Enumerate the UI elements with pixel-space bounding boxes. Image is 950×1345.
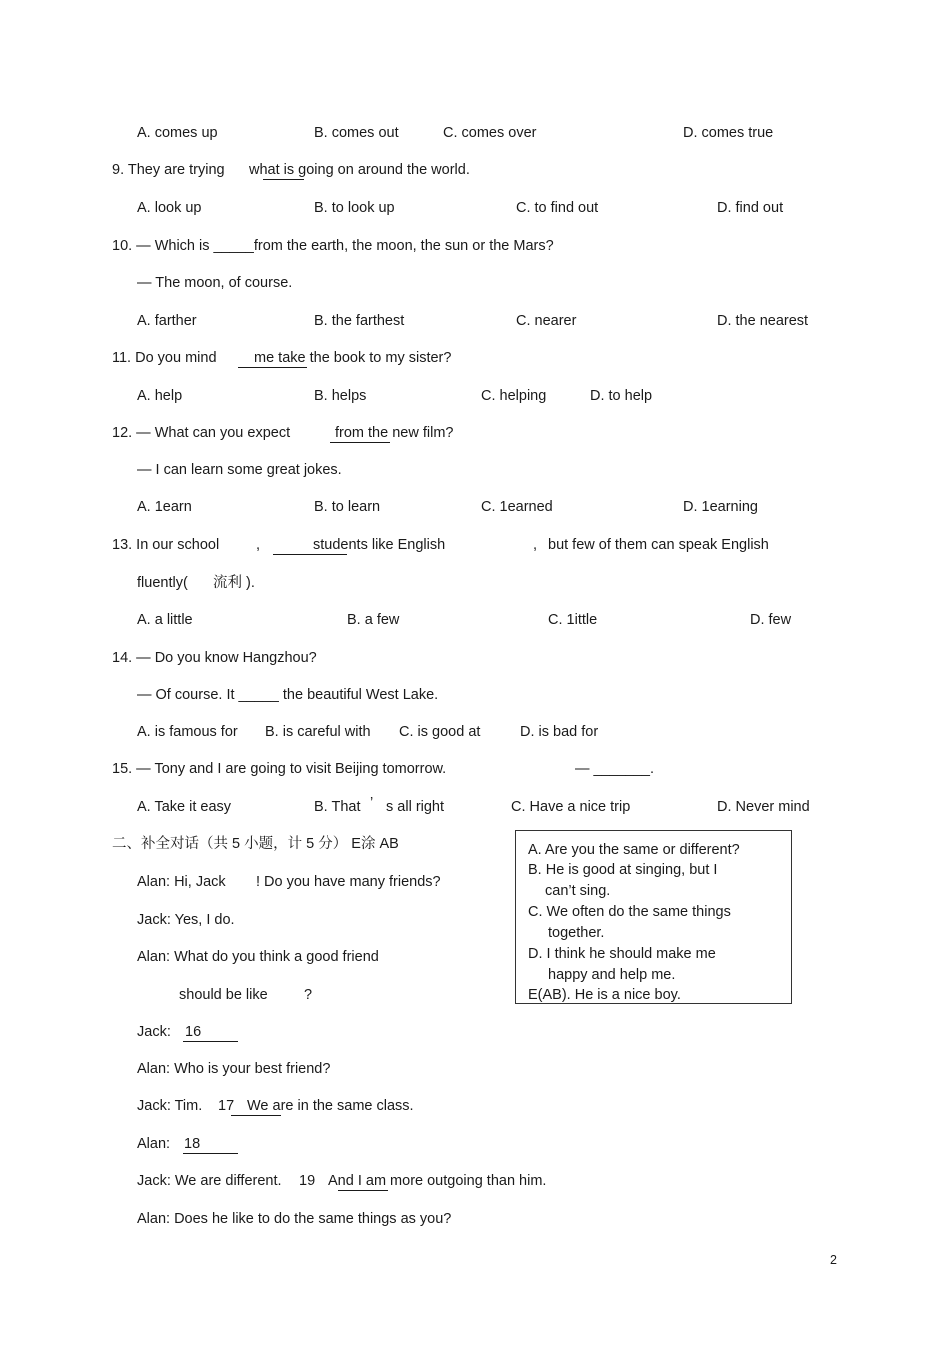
q12-stem-end: from the new film?	[335, 425, 454, 441]
q12-answer-line: — I can learn some great jokes.	[137, 462, 342, 478]
q15-option-a: A. Take it easy	[137, 799, 232, 815]
q11-option-a: A. help	[137, 388, 183, 404]
q10-option-a: A. farther	[137, 313, 197, 329]
dialogue-line-1-end: ! Do you have many friends?	[256, 874, 441, 890]
q10-option-b: B. the farthest	[314, 313, 405, 329]
q12-blank	[330, 442, 390, 443]
dialogue-line-2: Jack: Yes, I do.	[137, 912, 235, 928]
dialogue-line-6: Alan: Who is your best friend?	[137, 1061, 331, 1077]
q11-option-c: C. helping	[481, 388, 547, 404]
dialogue-line-1-start: Alan: Hi, Jack	[137, 874, 226, 890]
q8-option-c: C. comes over	[443, 125, 537, 141]
q11-stem-start: 11. Do you mind	[112, 350, 217, 366]
q13-stem-mid: students like English	[313, 537, 446, 553]
section-2-heading: 二、补全对话（共 5 小题，计 5 分） E涂 AB	[112, 836, 399, 852]
q13-option-a: A. a little	[137, 612, 193, 628]
q14-option-a: A. is famous for	[137, 724, 238, 740]
q12-option-c: C. 1earned	[481, 499, 553, 515]
blank-17-number: 17	[218, 1098, 235, 1114]
q8-option-d: D. comes true	[683, 125, 774, 141]
blank-16	[183, 1041, 238, 1042]
q13-blank	[273, 554, 347, 555]
q11-blank	[238, 367, 307, 368]
blank-17	[231, 1115, 281, 1116]
q10-stem: 10. — Which is _____from the earth, the moon, the sun or the Mars?	[112, 238, 554, 254]
q12-option-a: A. 1earn	[137, 499, 192, 515]
box-option-b: B. He is good at singing, but I	[528, 862, 718, 878]
q15-reply: — _______.	[575, 761, 655, 777]
q14-stem: 14. — Do you know Hangzhou?	[112, 650, 317, 666]
q15-option-b-start: B. That	[314, 799, 361, 815]
q15-option-b-apostrophe: ’	[370, 795, 374, 811]
q13-option-c: C. 1ittle	[548, 612, 598, 628]
dialogue-line-5-speaker: Jack:	[137, 1024, 171, 1040]
q10-answer-line: — The moon, of course.	[137, 275, 293, 291]
q9-option-d: D. find out	[717, 200, 784, 216]
dialogue-line-8-speaker: Alan:	[137, 1136, 171, 1152]
blank-19	[338, 1190, 388, 1191]
q13-stem-start: 13. In our school	[112, 537, 220, 553]
q13-option-b: B. a few	[347, 612, 400, 628]
q13-comma-1: ,	[256, 537, 261, 553]
q13-line2-start: fluently(	[137, 575, 188, 591]
q13-stem-end: but few of them can speak English	[548, 537, 769, 553]
box-option-e: E(AB). He is a nice boy.	[528, 987, 681, 1003]
q10-option-c: C. nearer	[516, 313, 577, 329]
q13-comma-2: ,	[533, 537, 538, 553]
q9-option-c: C. to find out	[516, 200, 599, 216]
blank-16-number: 16	[185, 1024, 202, 1040]
q14-option-b: B. is careful with	[265, 724, 371, 740]
q11-option-b: B. helps	[314, 388, 367, 404]
box-option-c: C. We often do the same things	[528, 904, 731, 920]
dialogue-line-4-start: should be like	[179, 987, 268, 1003]
q10-option-d: D. the nearest	[717, 313, 809, 329]
q15-option-c: C. Have a nice trip	[511, 799, 631, 815]
dialogue-line-3: Alan: What do you think a good friend	[137, 949, 379, 965]
dialogue-line-9-end: And I am more outgoing than him.	[328, 1173, 547, 1189]
q15-stem: 15. — Tony and I are going to visit Beijing tomorrow.	[112, 761, 447, 777]
q15-option-d: D. Never mind	[717, 799, 810, 815]
box-option-d: D. I think he should make me	[528, 946, 716, 962]
box-option-c-cont: together.	[548, 925, 605, 941]
q11-option-d: D. to help	[590, 388, 653, 404]
q14-answer-line: — Of course. It _____ the beautiful West Lake.	[137, 687, 439, 703]
q8-option-a: A. comes up	[137, 125, 218, 141]
box-option-a: A. Are you the same or different?	[528, 842, 740, 858]
q9-stem-end: what is going on around the world.	[249, 162, 470, 178]
blank-18	[183, 1153, 238, 1154]
blank-18-number: 18	[184, 1136, 201, 1152]
q15-option-b-end: s all right	[386, 799, 445, 815]
q14-option-c: C. is good at	[399, 724, 481, 740]
dialogue-line-9-start: Jack: We are different.	[137, 1173, 282, 1189]
page-number: 2	[830, 1253, 837, 1267]
dialogue-line-7-end: We are in the same class.	[247, 1098, 414, 1114]
q11-stem-end: me take the book to my sister?	[254, 350, 452, 366]
q12-option-b: B. to learn	[314, 499, 381, 515]
q9-stem-start: 9. They are trying	[112, 162, 225, 178]
box-option-b-cont: can’t sing.	[545, 883, 611, 899]
dialogue-line-4-end: ?	[304, 987, 313, 1003]
q9-option-a: A. look up	[137, 200, 202, 216]
blank-19-number: 19	[299, 1173, 316, 1189]
q12-stem-start: 12. — What can you expect	[112, 425, 291, 441]
q14-option-d: D. is bad for	[520, 724, 599, 740]
q12-option-d: D. 1earning	[683, 499, 758, 515]
dialogue-line-10: Alan: Does he like to do the same things as you?	[137, 1211, 452, 1227]
q9-option-b: B. to look up	[314, 200, 395, 216]
q13-option-d: D. few	[750, 612, 792, 628]
q9-blank	[263, 179, 304, 180]
q8-option-b: B. comes out	[314, 125, 399, 141]
dialogue-line-7-start: Jack: Tim.	[137, 1098, 203, 1114]
box-option-d-cont: happy and help me.	[548, 967, 676, 983]
q13-line2-end: 流利 ).	[213, 575, 255, 591]
